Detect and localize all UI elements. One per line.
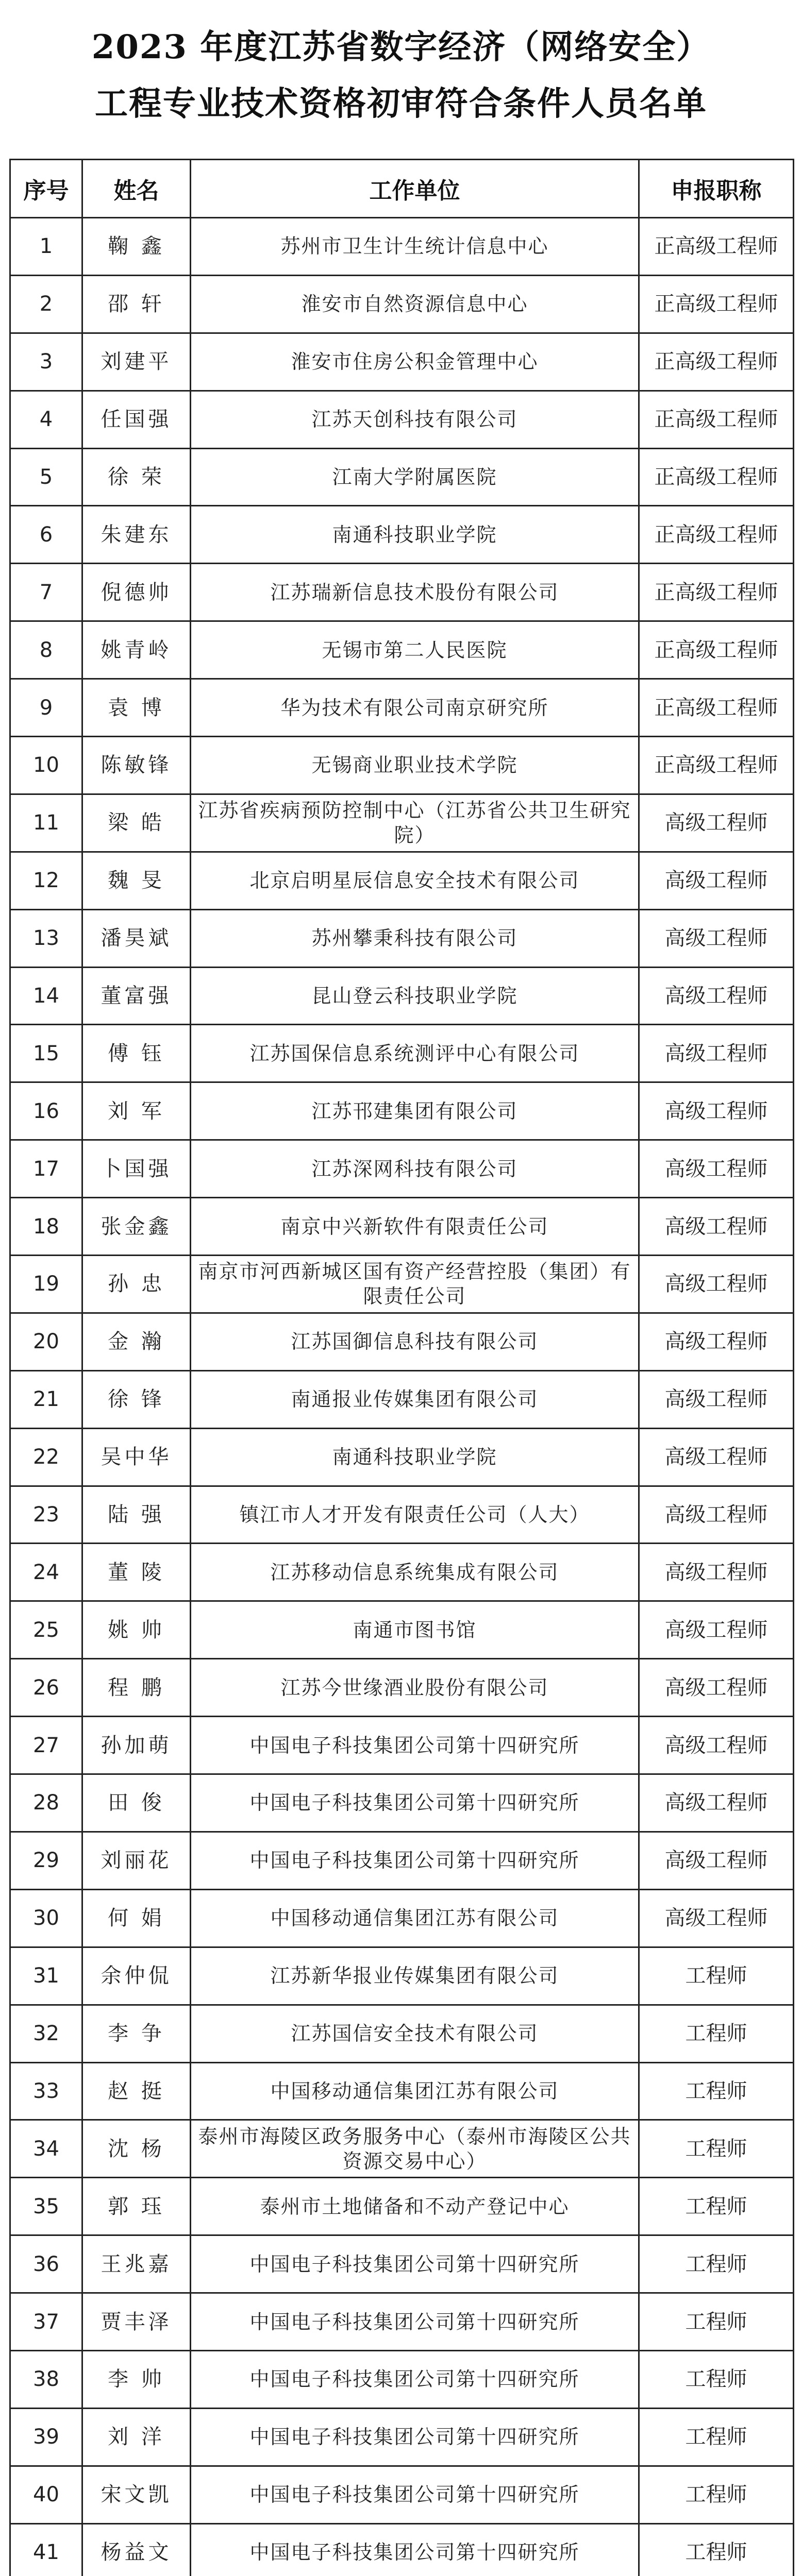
- cell-no: 7: [10, 564, 82, 621]
- cell-title: 高级工程师: [639, 1601, 794, 1659]
- cell-unit: 江苏邗建集团有限公司: [191, 1082, 639, 1140]
- cell-name: 张金鑫: [82, 1198, 191, 1256]
- candidate-table: [9, 159, 794, 2576]
- cell-unit: 镇江市人才开发有限责任公司（人大）: [191, 1486, 639, 1544]
- cell-title: 高级工程师: [639, 1313, 794, 1370]
- table-row: [10, 2178, 794, 2235]
- cell-name: 董 陵: [82, 1544, 191, 1601]
- cell-unit: 中国电子科技集团公司第十四研究所: [191, 2523, 639, 2576]
- cell-no: 26: [10, 1659, 82, 1717]
- cell-name: 郭 珏: [82, 2178, 191, 2235]
- cell-no: 15: [10, 1025, 82, 1082]
- cell-name: 李 帅: [82, 2350, 191, 2408]
- cell-name: 袁 博: [82, 679, 191, 737]
- table-row: [10, 1947, 794, 2005]
- cell-name: 徐 荣: [82, 448, 191, 506]
- cell-name: 贾丰泽: [82, 2293, 191, 2351]
- cell-title: 工程师: [639, 2178, 794, 2235]
- table-row: [10, 1256, 794, 1313]
- cell-title: 高级工程师: [639, 1428, 794, 1486]
- cell-unit: 中国电子科技集团公司第十四研究所: [191, 2293, 639, 2351]
- cell-unit: 江南大学附属医院: [191, 448, 639, 506]
- cell-title: 正高级工程师: [639, 448, 794, 506]
- cell-no: 2: [10, 275, 82, 333]
- cell-name: 朱建东: [82, 506, 191, 564]
- cell-title: 工程师: [639, 2523, 794, 2576]
- cell-title: 工程师: [639, 2235, 794, 2293]
- cell-title: 正高级工程师: [639, 737, 794, 794]
- cell-no: 38: [10, 2350, 82, 2408]
- table-row: [10, 794, 794, 852]
- cell-name: 孙 忠: [82, 1256, 191, 1313]
- cell-title: 正高级工程师: [639, 218, 794, 276]
- cell-unit: 无锡市第二人民医院: [191, 621, 639, 679]
- cell-title: 高级工程师: [639, 1486, 794, 1544]
- table-row: [10, 1774, 794, 1832]
- cell-unit: 泰州市海陵区政务服务中心（泰州市海陵区公共资源交易中心）: [191, 2120, 639, 2178]
- cell-name: 傅 钰: [82, 1025, 191, 1082]
- cell-no: 21: [10, 1370, 82, 1428]
- cell-unit: 淮安市住房公积金管理中心: [191, 333, 639, 391]
- cell-title: 高级工程师: [639, 1082, 794, 1140]
- cell-unit: 江苏国信安全技术有限公司: [191, 2005, 639, 2062]
- cell-name: 杨益文: [82, 2523, 191, 2576]
- cell-no: 41: [10, 2523, 82, 2576]
- table-row: [10, 1601, 794, 1659]
- table-row: [10, 506, 794, 564]
- cell-no: 32: [10, 2005, 82, 2062]
- cell-unit: 南京市河西新城区国有资产经营控股（集团）有限责任公司: [191, 1256, 639, 1313]
- header-unit: 工作单位: [191, 160, 639, 218]
- table-row: [10, 909, 794, 967]
- cell-title: 高级工程师: [639, 1025, 794, 1082]
- cell-no: 16: [10, 1082, 82, 1140]
- table-row: [10, 967, 794, 1025]
- table-row: [10, 1889, 794, 1947]
- table-row: [10, 1544, 794, 1601]
- cell-no: 27: [10, 1717, 82, 1774]
- cell-name: 何 娟: [82, 1889, 191, 1947]
- cell-unit: 中国移动通信集团江苏有限公司: [191, 2062, 639, 2120]
- cell-name: 刘丽花: [82, 1832, 191, 1889]
- table-row: [10, 1659, 794, 1717]
- table-row: [10, 2235, 794, 2293]
- cell-unit: 中国移动通信集团江苏有限公司: [191, 1889, 639, 1947]
- table-row: [10, 2293, 794, 2351]
- cell-no: 17: [10, 1140, 82, 1198]
- title-line-1: 2023 年度江苏省数字经济（网络安全）: [91, 28, 711, 66]
- table-row: [10, 1313, 794, 1370]
- cell-title: 高级工程师: [639, 1832, 794, 1889]
- table-row: [10, 218, 794, 276]
- cell-title: 工程师: [639, 2120, 794, 2178]
- cell-title: 高级工程师: [639, 852, 794, 909]
- table-row: [10, 2120, 794, 2178]
- cell-unit: 江苏天创科技有限公司: [191, 391, 639, 448]
- cell-no: 3: [10, 333, 82, 391]
- cell-unit: 南京中兴新软件有限责任公司: [191, 1198, 639, 1256]
- cell-unit: 无锡商业职业技术学院: [191, 737, 639, 794]
- table-row: [10, 1428, 794, 1486]
- cell-unit: 江苏新华报业传媒集团有限公司: [191, 1947, 639, 2005]
- table-row: [10, 2005, 794, 2062]
- cell-name: 孙加萌: [82, 1717, 191, 1774]
- header-title: 申报职称: [639, 160, 794, 218]
- cell-no: 31: [10, 1947, 82, 2005]
- cell-name: 邵 轩: [82, 275, 191, 333]
- cell-no: 20: [10, 1313, 82, 1370]
- cell-unit: 苏州攀秉科技有限公司: [191, 909, 639, 967]
- cell-title: 工程师: [639, 2293, 794, 2351]
- title-line-2: 工程专业技术资格初审符合条件人员名单: [95, 84, 707, 123]
- table-row: [10, 1370, 794, 1428]
- cell-name: 李 争: [82, 2005, 191, 2062]
- cell-no: 37: [10, 2293, 82, 2351]
- cell-no: 25: [10, 1601, 82, 1659]
- cell-no: 40: [10, 2466, 82, 2523]
- cell-title: 高级工程师: [639, 1198, 794, 1256]
- cell-title: 高级工程师: [639, 1370, 794, 1428]
- cell-unit: 江苏瑞新信息技术股份有限公司: [191, 564, 639, 621]
- cell-title: 正高级工程师: [639, 333, 794, 391]
- cell-name: 姚 帅: [82, 1601, 191, 1659]
- cell-name: 梁 皓: [82, 794, 191, 852]
- table-row: [10, 1025, 794, 1082]
- cell-name: 吴中华: [82, 1428, 191, 1486]
- cell-unit: 中国电子科技集团公司第十四研究所: [191, 2466, 639, 2523]
- cell-no: 8: [10, 621, 82, 679]
- cell-no: 5: [10, 448, 82, 506]
- table-row: [10, 1082, 794, 1140]
- cell-unit: 江苏深网科技有限公司: [191, 1140, 639, 1198]
- cell-name: 倪德帅: [82, 564, 191, 621]
- table-row: [10, 564, 794, 621]
- cell-title: 工程师: [639, 2062, 794, 2120]
- cell-no: 29: [10, 1832, 82, 1889]
- cell-title: 正高级工程师: [639, 275, 794, 333]
- cell-no: 14: [10, 967, 82, 1025]
- cell-title: 工程师: [639, 1947, 794, 2005]
- cell-no: 13: [10, 909, 82, 967]
- cell-name: 王兆嘉: [82, 2235, 191, 2293]
- cell-name: 田 俊: [82, 1774, 191, 1832]
- cell-no: 18: [10, 1198, 82, 1256]
- cell-unit: 江苏移动信息系统集成有限公司: [191, 1544, 639, 1601]
- cell-no: 10: [10, 737, 82, 794]
- cell-unit: 中国电子科技集团公司第十四研究所: [191, 2235, 639, 2293]
- cell-unit: 华为技术有限公司南京研究所: [191, 679, 639, 737]
- cell-title: 高级工程师: [639, 909, 794, 967]
- cell-title: 正高级工程师: [639, 621, 794, 679]
- cell-title: 高级工程师: [639, 1659, 794, 1717]
- cell-unit: 南通科技职业学院: [191, 506, 639, 564]
- document-title: [0, 0, 802, 149]
- table-row: [10, 2523, 794, 2576]
- cell-title: 高级工程师: [639, 1889, 794, 1947]
- cell-no: 30: [10, 1889, 82, 1947]
- cell-title: 正高级工程师: [639, 564, 794, 621]
- cell-unit: 苏州市卫生计生统计信息中心: [191, 218, 639, 276]
- cell-name: 刘 军: [82, 1082, 191, 1140]
- cell-unit: 昆山登云科技职业学院: [191, 967, 639, 1025]
- cell-title: 正高级工程师: [639, 679, 794, 737]
- cell-name: 任国强: [82, 391, 191, 448]
- cell-no: 19: [10, 1256, 82, 1313]
- cell-title: 高级工程师: [639, 1140, 794, 1198]
- cell-no: 6: [10, 506, 82, 564]
- cell-title: 正高级工程师: [639, 391, 794, 448]
- cell-unit: 南通市图书馆: [191, 1601, 639, 1659]
- cell-name: 鞠 鑫: [82, 218, 191, 276]
- cell-name: 宋文凯: [82, 2466, 191, 2523]
- cell-name: 赵 挺: [82, 2062, 191, 2120]
- cell-unit: 中国电子科技集团公司第十四研究所: [191, 1832, 639, 1889]
- cell-no: 33: [10, 2062, 82, 2120]
- cell-name: 陈敏锋: [82, 737, 191, 794]
- cell-unit: 江苏国御信息科技有限公司: [191, 1313, 639, 1370]
- cell-name: 潘昊斌: [82, 909, 191, 967]
- table-row: [10, 2408, 794, 2466]
- table-row: [10, 2466, 794, 2523]
- table-row: [10, 1486, 794, 1544]
- cell-title: 高级工程师: [639, 1256, 794, 1313]
- cell-no: 35: [10, 2178, 82, 2235]
- table-row: [10, 391, 794, 448]
- cell-name: 沈 杨: [82, 2120, 191, 2178]
- cell-title: 高级工程师: [639, 1717, 794, 1774]
- cell-no: 4: [10, 391, 82, 448]
- table-row: [10, 275, 794, 333]
- cell-name: 金 瀚: [82, 1313, 191, 1370]
- cell-unit: 南通报业传媒集团有限公司: [191, 1370, 639, 1428]
- cell-title: 工程师: [639, 2005, 794, 2062]
- cell-unit: 江苏国保信息系统测评中心有限公司: [191, 1025, 639, 1082]
- cell-title: 高级工程师: [639, 1774, 794, 1832]
- cell-no: 28: [10, 1774, 82, 1832]
- cell-title: 工程师: [639, 2350, 794, 2408]
- table-row: [10, 1140, 794, 1198]
- cell-unit: 中国电子科技集团公司第十四研究所: [191, 1717, 639, 1774]
- cell-no: 12: [10, 852, 82, 909]
- header-name: 姓名: [82, 160, 191, 218]
- cell-unit: 南通科技职业学院: [191, 1428, 639, 1486]
- cell-name: 姚青岭: [82, 621, 191, 679]
- cell-no: 39: [10, 2408, 82, 2466]
- cell-title: 高级工程师: [639, 1544, 794, 1601]
- cell-unit: 中国电子科技集团公司第十四研究所: [191, 1774, 639, 1832]
- table-row: [10, 2062, 794, 2120]
- cell-name: 徐 锋: [82, 1370, 191, 1428]
- table-header-row: [10, 160, 794, 218]
- cell-no: 22: [10, 1428, 82, 1486]
- table-row: [10, 852, 794, 909]
- cell-name: 董富强: [82, 967, 191, 1025]
- cell-unit: 中国电子科技集团公司第十四研究所: [191, 2350, 639, 2408]
- table-row: [10, 1198, 794, 1256]
- cell-no: 11: [10, 794, 82, 852]
- table-row: [10, 448, 794, 506]
- table-row: [10, 737, 794, 794]
- cell-name: 刘建平: [82, 333, 191, 391]
- cell-title: 正高级工程师: [639, 506, 794, 564]
- cell-name: 刘 洋: [82, 2408, 191, 2466]
- cell-name: 卜国强: [82, 1140, 191, 1198]
- table-row: [10, 1832, 794, 1889]
- cell-unit: 泰州市土地储备和不动产登记中心: [191, 2178, 639, 2235]
- cell-no: 36: [10, 2235, 82, 2293]
- cell-no: 1: [10, 218, 82, 276]
- table-row: [10, 1717, 794, 1774]
- table-row: [10, 2350, 794, 2408]
- table-row: [10, 621, 794, 679]
- table-body: [10, 218, 794, 2576]
- cell-no: 9: [10, 679, 82, 737]
- cell-name: 魏 旻: [82, 852, 191, 909]
- cell-unit: 江苏省疾病预防控制中心（江苏省公共卫生研究院）: [191, 794, 639, 852]
- cell-name: 陆 强: [82, 1486, 191, 1544]
- cell-title: 高级工程师: [639, 967, 794, 1025]
- cell-unit: 北京启明星辰信息安全技术有限公司: [191, 852, 639, 909]
- cell-title: 高级工程师: [639, 794, 794, 852]
- cell-unit: 江苏今世缘酒业股份有限公司: [191, 1659, 639, 1717]
- cell-title: 工程师: [639, 2466, 794, 2523]
- header-no: 序号: [10, 160, 82, 218]
- cell-unit: 中国电子科技集团公司第十四研究所: [191, 2408, 639, 2466]
- cell-name: 程 鹏: [82, 1659, 191, 1717]
- cell-no: 24: [10, 1544, 82, 1601]
- cell-name: 余仲侃: [82, 1947, 191, 2005]
- cell-unit: 淮安市自然资源信息中心: [191, 275, 639, 333]
- cell-no: 34: [10, 2120, 82, 2178]
- table-row: [10, 333, 794, 391]
- table-row: [10, 679, 794, 737]
- cell-title: 工程师: [639, 2408, 794, 2466]
- cell-no: 23: [10, 1486, 82, 1544]
